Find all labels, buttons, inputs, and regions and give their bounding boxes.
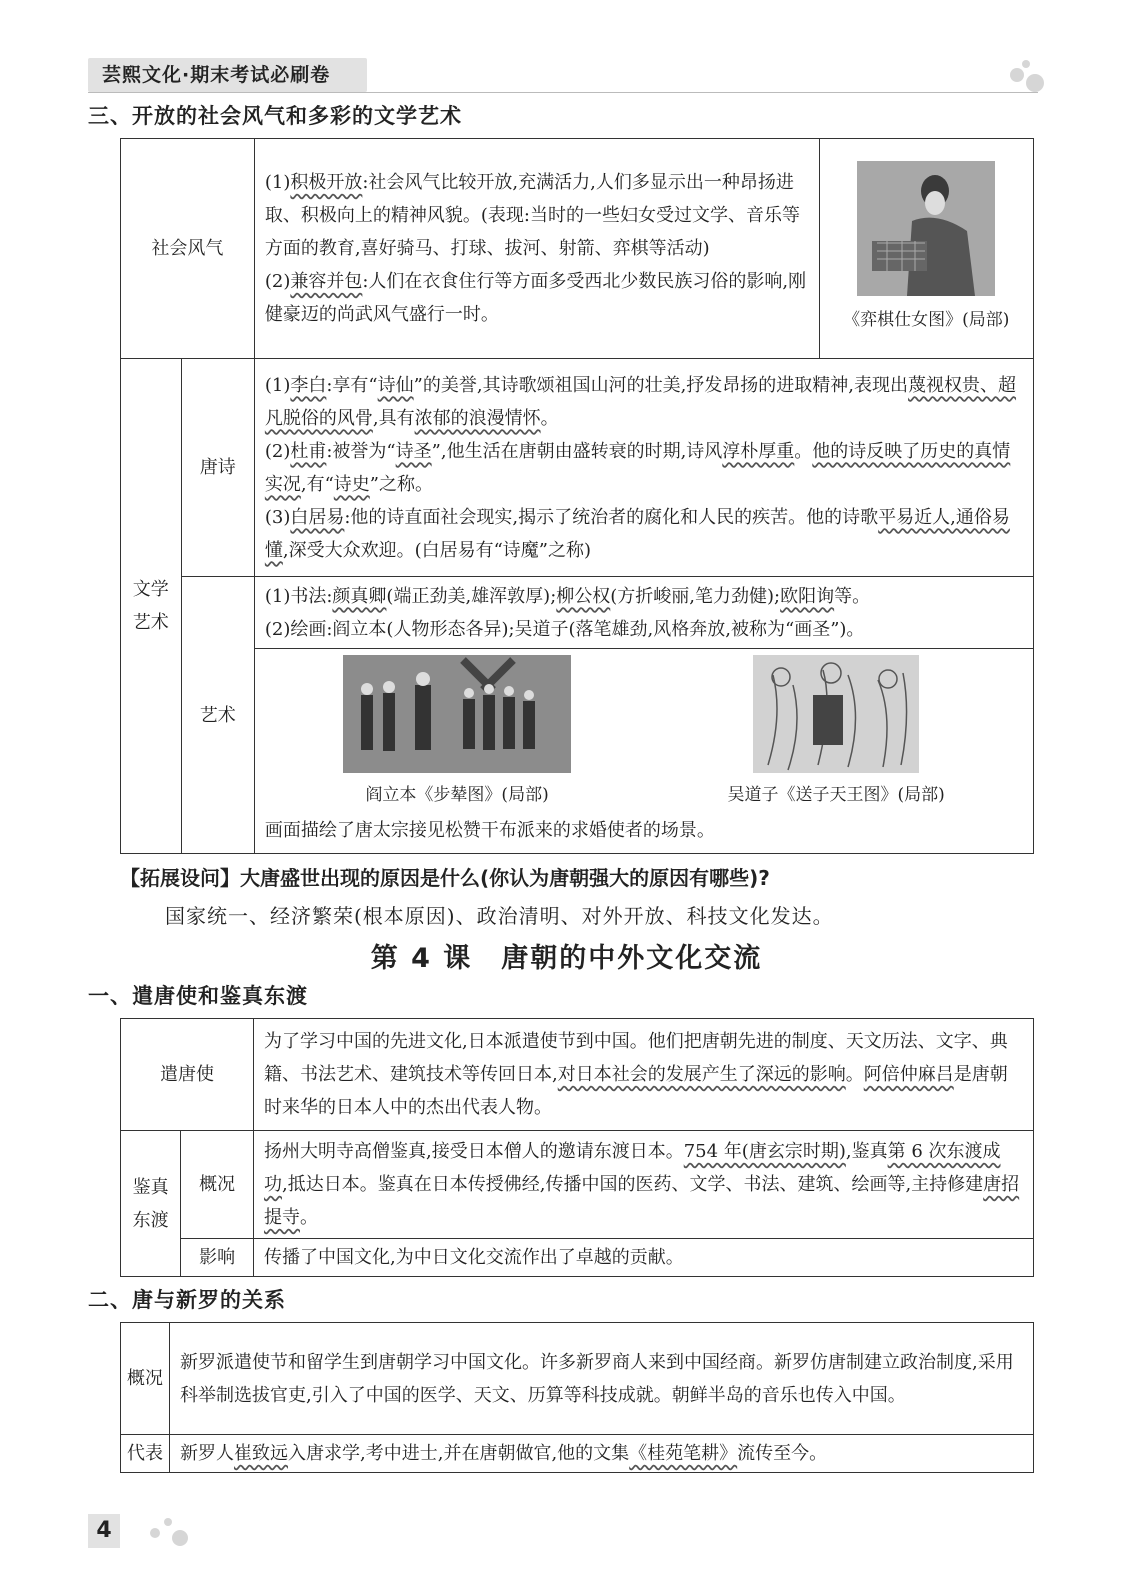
- painting-cell: [819, 139, 1033, 359]
- silla-representative-label: 代表: [121, 1435, 170, 1473]
- impact-content: 传播了中国文化,为中日文化交流作出了卓越的贡献。: [254, 1239, 1034, 1277]
- social-label: 社会风气: [121, 139, 255, 359]
- header-rule: [88, 92, 1038, 93]
- painting-caption: 《弈棋仕女图》(局部): [843, 309, 1010, 330]
- extension-question: 【拓展设问】大唐盛世出现的原因是什么(你认为唐朝强大的原因有哪些)?: [120, 866, 770, 890]
- painting-image-buniantu: [343, 655, 571, 773]
- painting-description: 画面描绘了唐太宗接见松赞干布派来的求婚使者的场景。: [264, 820, 715, 841]
- jianzhen-label: 鉴真东渡: [121, 1131, 181, 1277]
- silla-overview-content: 新罗派遣使节和留学生到唐朝学习中国文化。许多新罗商人来到中国经商。新罗仿唐制建立政治制度,采用科举制选拔官吏,引入了中国的医学、天文、历算等科技成就。朝鲜半岛的音乐也传入中国。: [170, 1323, 1034, 1435]
- key-term: 积极开放: [290, 172, 363, 193]
- section2-table: [120, 1322, 1034, 1473]
- silla-overview-label: 概况: [121, 1323, 170, 1435]
- section3-table: [120, 138, 1034, 854]
- silla-representative-content: 新罗人崔致远入唐求学,考中进士,并在唐朝做官,他的文集《桂苑笔耕》流传至今。: [170, 1435, 1034, 1473]
- lit-label: 文学艺术: [121, 359, 182, 854]
- poetry-content: (1)李白:享有“诗仙”的美誉,其诗歌颂祖国山河的壮美,抒发昂扬的进取精神,表现出蔑视权贵、超凡脱俗的风骨,具有浓郁的浪漫情怀。 (2)杜甫:被誉为“诗圣”,他生活在唐朝由盛转衰的时期,诗风淳朴厚重。他的诗反映了历史的真情实况,有“诗史”之称。 (3)白居易:他的诗直面社会现实,揭示了统治者的腐化和人民的疾苦。他的诗歌平易近人,通俗易懂,深受大众欢迎。(白居易有“诗魔”之称): [254, 359, 1033, 577]
- poetry-label: 唐诗: [181, 359, 254, 577]
- art-paintings: [254, 649, 1033, 854]
- key-term: 兼容并包: [290, 271, 363, 292]
- section3-title: 三、开放的社会风气和多彩的文学艺术: [88, 104, 462, 128]
- section2-title: 二、唐与新罗的关系: [88, 1288, 286, 1312]
- section1-table: [120, 1018, 1034, 1277]
- envoy-content: 为了学习中国的先进文化,日本派遣使节到中国。他们把唐朝先进的制度、天文历法、文字、典籍、书法艺术、建筑技术等传回日本,对日本社会的发展产生了深远的影响。阿倍仲麻吕是唐朝时来华的日本人中的杰出代表人物。: [254, 1019, 1034, 1131]
- social-content: (1)积极开放:社会风气比较开放,充满活力,人们多显示出一种昂扬进取、积极向上的精神风貌。(表现:当时的一些妇女受过文学、音乐等方面的教育,喜好骑马、打球、拔河、射箭、弈棋等活动) (2)兼容并包:人们在衣食住行等方面多受西北少数民族习俗的影响,刚健豪迈的尚武风气盛行一时。: [254, 139, 819, 359]
- art-text: (1)书法:颜真卿(端正劲美,雄浑敦厚);柳公权(方折峻丽,笔力劲健);欧阳询等。 (2)绘画:阎立本(人物形态各异);吴道子(落笔雄劲,风格奔放,被称为“画圣”)。: [254, 577, 1033, 649]
- page-number: 4: [88, 1514, 120, 1548]
- painting-image-songzi-tianwang: [753, 655, 919, 773]
- envoy-label: 遣唐使: [121, 1019, 254, 1131]
- painting-caption-buniantu: 阎立本《步辇图》(局部): [365, 785, 549, 805]
- painting-caption-songzi: 吴道子《送子天王图》(局部): [727, 785, 945, 805]
- impact-label: 影响: [181, 1239, 254, 1277]
- header-title: 芸熙文化·期末考试必刷卷: [88, 58, 367, 92]
- section1-title: 一、遣唐使和鉴真东渡: [88, 984, 308, 1008]
- lesson-title: 第 4 课 唐朝的中外文化交流: [370, 943, 763, 974]
- extension-answer: 国家统一、经济繁荣(根本原因)、政治清明、对外开放、科技文化发达。: [165, 904, 834, 928]
- jianzhen-content: 扬州大明寺高僧鉴真,接受日本僧人的邀请东渡日本。754 年(唐玄宗时期),鉴真第 6 次东渡成功,抵达日本。鉴真在日本传授佛经,传播中国的医药、文学、书法、建筑、绘画等,主持修建唐招提寺。: [254, 1131, 1034, 1239]
- painting-image-weiqi-lady: [857, 161, 995, 296]
- overview-label: 概况: [181, 1131, 254, 1239]
- art-label: 艺术: [181, 577, 254, 854]
